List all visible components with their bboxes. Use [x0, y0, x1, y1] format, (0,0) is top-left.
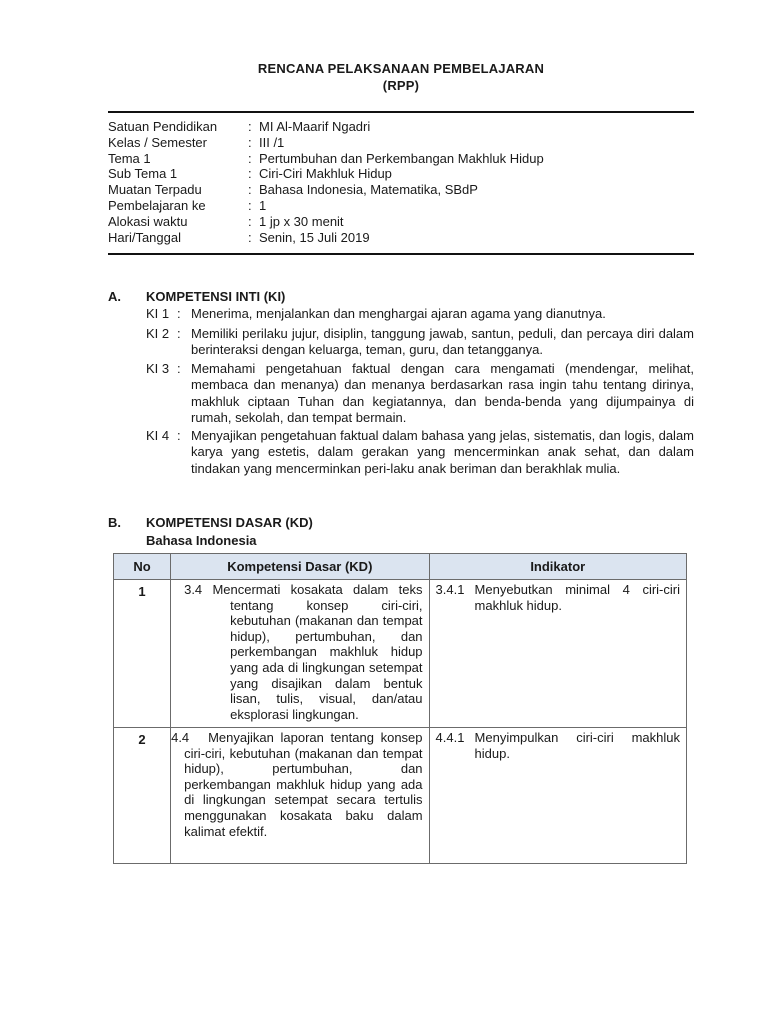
indikator-number: 4.4.1 [435, 730, 465, 745]
kd-text: Menyajikan laporan tentang konsep ciri-ciri, kebutuhan (makanan dan tempat hidup), pertumbuhan, dan perkembangan makhluk hidup yang ada di lingkungan setempat secara tertulis menggunakan kosakata baku dalam kalimat efektif. [184, 730, 423, 839]
top-divider [108, 111, 694, 113]
info-colon: : [248, 119, 252, 134]
ki-colon: : [177, 361, 181, 376]
info-colon: : [248, 229, 252, 245]
info-label: Alokasi waktu [108, 213, 188, 229]
bottom-divider [108, 253, 694, 255]
info-label: Satuan Pendidikan [108, 119, 218, 134]
info-value: Bahasa Indonesia, Matematika, SBdP [259, 182, 478, 198]
info-label: Kelas / Semester [108, 134, 207, 150]
row-number: 1 [114, 580, 171, 728]
ki-code: KI 1 [146, 306, 170, 321]
info-value: 1 [259, 197, 267, 213]
kd-cell [171, 728, 429, 864]
document-subtitle: (RPP) [382, 78, 420, 93]
ki-text: Menyajikan pengetahuan faktual dalam bahasa yang jelas, sistematis, dan logis, dalam karya yang estetis, dalam gerakan yang mencerminkan anak sehat, dan dalam tindakan yang mencerminkan peri-laku anak beriman dan berakhlak mulia. [191, 428, 694, 476]
info-label: Pembelajaran ke [108, 197, 206, 213]
row-number: 2 [114, 728, 171, 864]
header-no: No [114, 554, 171, 580]
kd-number: 4.4 [171, 730, 190, 745]
kd-cell [171, 580, 429, 728]
ki-item [146, 361, 694, 426]
info-value: Ciri-Ciri Makhluk Hidup [259, 166, 392, 182]
kd-table [113, 553, 687, 864]
ki-item [146, 326, 694, 359]
section-a-title: KOMPETENSI INTI (KI) [146, 289, 286, 304]
section-b-letter: B. [108, 515, 121, 530]
indikator-cell [429, 728, 686, 864]
ki-item [146, 306, 694, 322]
info-label: Tema 1 [108, 150, 151, 166]
section-b-title: KOMPETENSI DASAR (KD) [146, 515, 313, 530]
header-kd: Kompetensi Dasar (KD) [171, 554, 429, 580]
info-value: III /1 [259, 134, 285, 150]
section-b-subtitle: Bahasa Indonesia [146, 533, 257, 548]
info-colon: : [248, 166, 252, 182]
ki-code: KI 3 [146, 361, 170, 376]
indikator-cell [429, 580, 686, 728]
ki-item [146, 428, 694, 477]
ki-text: Memiliki perilaku jujur, disiplin, tanggung jawab, santun, peduli, dan percaya diri dalam berinteraksi dengan keluarga, teman, guru, dan tetangganya. [191, 326, 694, 358]
ki-colon: : [177, 306, 181, 321]
ki-text: Memahami pengetahuan faktual dengan cara mengamati (mendengar, melihat, membaca dan menanya) dan menanya berdasarkan rasa ingin tahu tentang dirinya, makhluk ciptaan Tuhan dan kegiatannya, dan benda-benda yang dijumpainya di rumah, sekolah, dan tempat bermain. [191, 361, 694, 425]
info-colon: : [248, 134, 252, 150]
info-label: Hari/Tanggal [108, 229, 181, 245]
ki-text: Menerima, menjalankan dan menghargai ajaran agama yang dianutnya. [191, 306, 606, 321]
info-value: MI Al-Maarif Ngadri [259, 119, 371, 134]
header-indikator: Indikator [429, 554, 686, 580]
info-value: 1 jp x 30 menit [259, 213, 344, 229]
section-a-letter: A. [108, 289, 121, 304]
ki-code: KI 4 [146, 428, 170, 443]
info-colon: : [248, 182, 252, 198]
kd-text: 3.4 Mencermati kosakata dalam teks tentang konsep ciri-ciri, kebutuhan (makanan dan tempat hidup), pertumbuhan, dan perkembangan makhluk hidup yang ada di lingkungan setempat yang disajikan dalam bentuk lisan, tulis, visual, dan/atau eksplorasi lingkungan. [184, 582, 423, 722]
info-value: Pertumbuhan dan Perkembangan Makhluk Hidup [259, 150, 544, 166]
ki-colon: : [177, 326, 181, 341]
indikator-text: Menyimpulkan ciri-ciri makhluk hidup. [474, 730, 680, 761]
table-row [114, 580, 687, 728]
ki-code: KI 2 [146, 326, 170, 341]
info-colon: : [248, 150, 252, 166]
table-row [114, 728, 687, 864]
document-title: RENCANA PELAKSANAAN PEMBELAJARAN [257, 61, 545, 76]
indikator-text: Menyebutkan minimal 4 ciri-ciri makhluk hidup. [474, 582, 680, 613]
ki-colon: : [177, 428, 181, 443]
info-label: Sub Tema 1 [108, 166, 178, 182]
indikator-number: 3.4.1 [435, 582, 465, 597]
kd-table-header [114, 554, 687, 580]
info-value: Senin, 15 Juli 2019 [259, 229, 370, 245]
info-label: Muatan Terpadu [108, 182, 202, 198]
info-colon: : [248, 197, 252, 213]
info-colon: : [248, 213, 252, 229]
